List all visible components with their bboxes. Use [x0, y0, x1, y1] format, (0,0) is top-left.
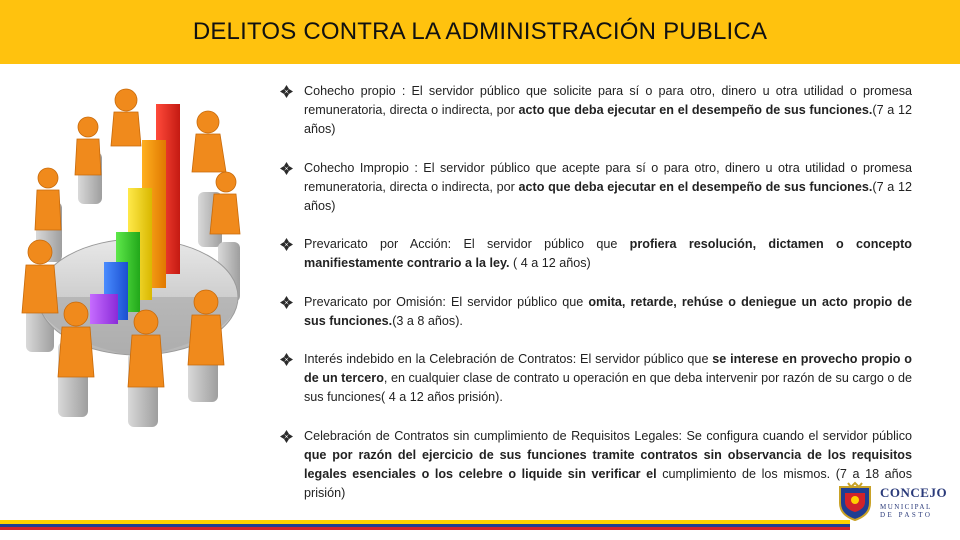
- item-lead: Cohecho propio : El servidor público que solicite para sí o para otro, dinero u otra utilidad o promesa remuneratoria, directa o indirecta, por: [304, 84, 912, 117]
- diamond-bullet-icon: [280, 430, 293, 443]
- item-tail: , en cualquier clase de contrato u operación en que deba intervenir por razón de su cargo o de sus funciones( 4 a 12 años prisión).: [304, 371, 913, 404]
- logo-line-3: DE PASTO: [880, 511, 933, 519]
- item-bold: acto que deba ejecutar en el desempeño de sus funciones.: [518, 103, 873, 117]
- diamond-bullet-icon: [280, 296, 293, 309]
- page-title: DELITOS CONTRA LA ADMINISTRACIÓN PUBLICA: [192, 18, 768, 45]
- diamond-bullet-icon: [280, 353, 293, 366]
- coat-of-arms-icon: [836, 481, 874, 521]
- crimes-list: [280, 82, 912, 522]
- item-bold: omita, retarde, rehúse o deniegue un acto propio de sus funciones.: [304, 294, 912, 328]
- concejo-logo: [836, 479, 948, 523]
- item-bold: que por razón del ejercicio de sus funciones tramite contratos sin observancia de los requisitos legales esenciales o los celebre o liquide sin verificar el: [304, 447, 912, 481]
- item-tail: cumplimiento de los mismos. (7 a 18 años prisión): [304, 466, 912, 500]
- item-lead: Celebración de Contratos sin cumplimiento de Requisitos Legales: Se configura cuando el servidor público: [304, 428, 912, 443]
- logo-line-2: MUNICIPAL: [880, 503, 932, 511]
- item-tail: (7 a 12 años): [304, 103, 912, 136]
- stripe-red: [0, 527, 850, 530]
- item-tail: ( 4 a 12 años): [509, 256, 591, 270]
- meeting-chart-illustration: [18, 82, 256, 437]
- logo-line-1: CONCEJO: [880, 485, 948, 500]
- diamond-bullet-icon: [280, 238, 293, 251]
- item-tail: (7 a 12 años): [304, 179, 912, 213]
- item-bold: se interese en provecho propio o de un tercero: [304, 352, 912, 385]
- list-item: [280, 350, 912, 407]
- item-lead: Cohecho Impropio : El servidor público que acepte para sí o para otro, dinero u otra utilidad o promesa remuneratoria, directa o indirecta, por: [304, 160, 912, 194]
- list-item: [280, 293, 912, 331]
- item-bold: profiera resolución, dictamen o concepto manifiestamente contrario a la ley.: [304, 237, 912, 270]
- list-item: [280, 82, 912, 139]
- diamond-bullet-icon: [280, 162, 293, 175]
- list-item: [280, 427, 912, 503]
- item-lead: Interés indebido en la Celebración de Contratos: El servidor público que: [304, 352, 713, 366]
- item-tail: (3 a 8 años).: [392, 313, 463, 328]
- list-item: [280, 159, 912, 216]
- list-item: [280, 235, 912, 273]
- item-bold: acto que deba ejecutar en el desempeño de sus funciones.: [518, 179, 873, 194]
- item-lead: Prevaricato por Acción: El servidor público que: [304, 237, 630, 251]
- item-lead: Prevaricato por Omisión: El servidor público que: [304, 294, 589, 309]
- diamond-bullet-icon: [280, 85, 293, 98]
- flag-stripes: [0, 520, 850, 530]
